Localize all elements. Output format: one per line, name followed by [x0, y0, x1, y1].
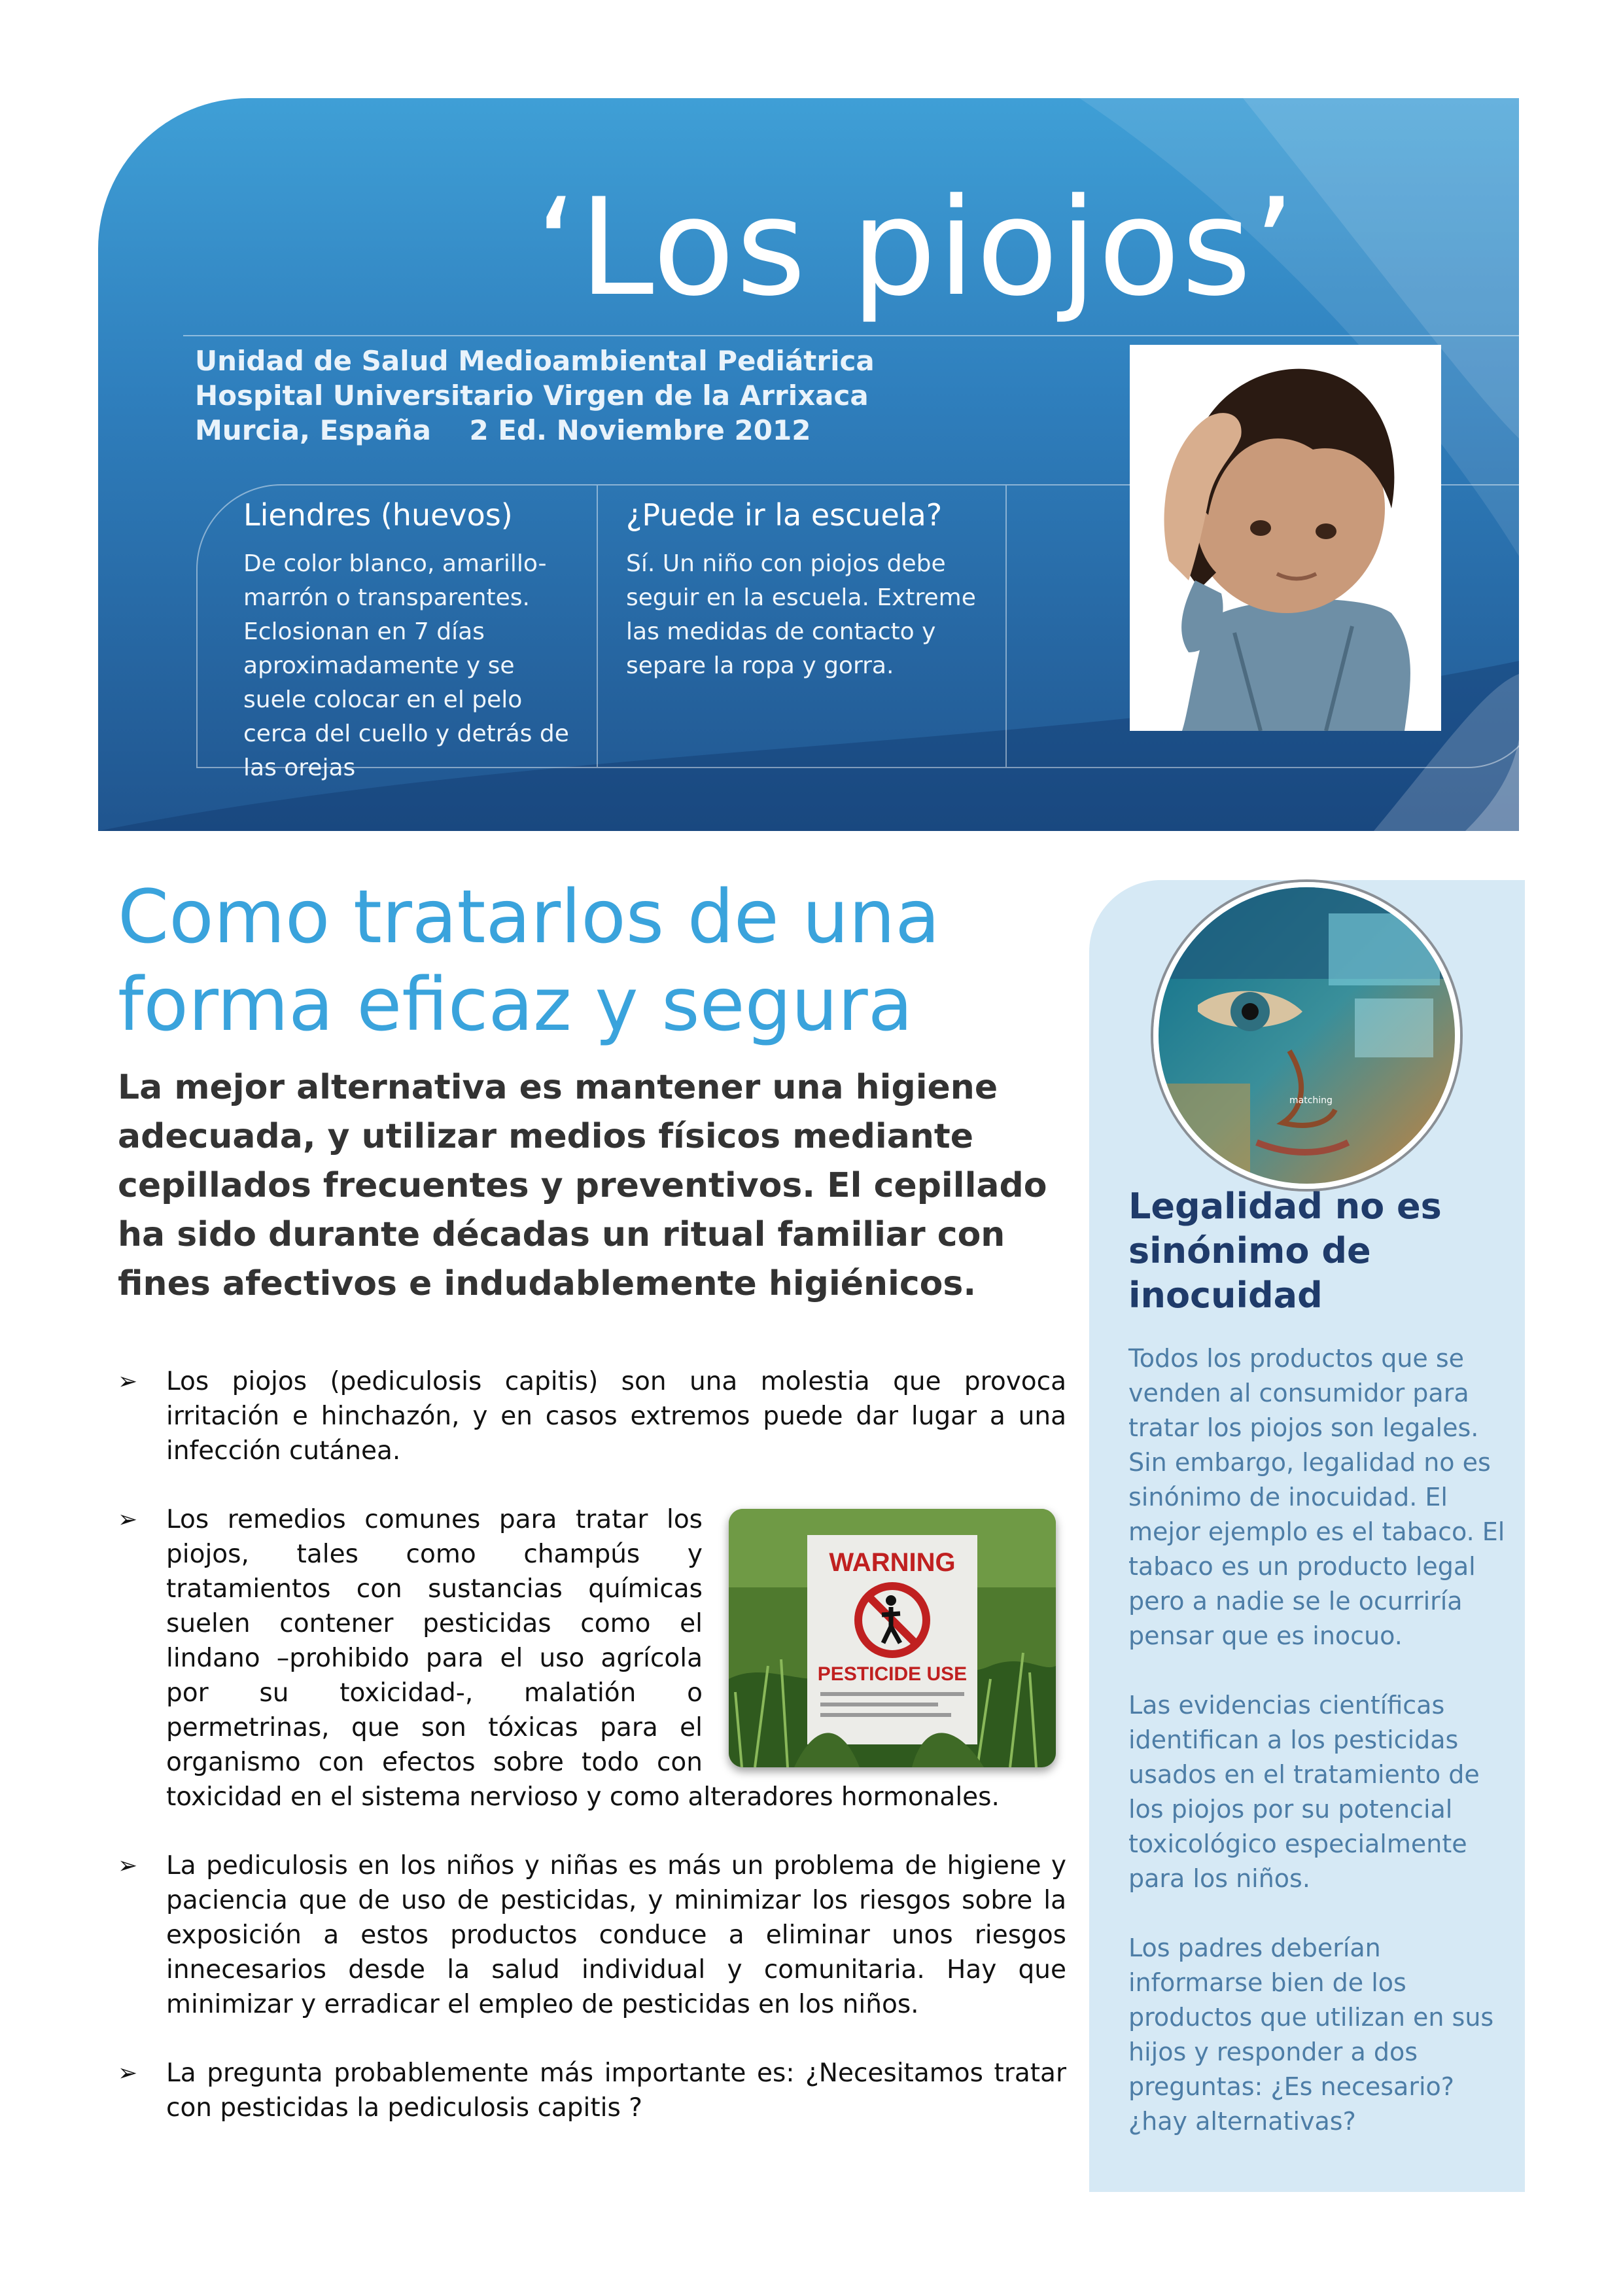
- warning-sign-photo-wrapper: [729, 1502, 1069, 1774]
- bullet-arrow-icon: ➢: [118, 2060, 138, 2087]
- list-item: [118, 1848, 1066, 2022]
- sidebar-text: [1128, 1341, 1508, 2174]
- school-text: Sí. Un niño con piojos debe seguir en la escuela. Extreme las medidas de contacto y separe la ropa y gorra.: [626, 550, 976, 679]
- bullet-list: [118, 1364, 1066, 2159]
- bullet-arrow-icon: ➢: [118, 1852, 138, 1879]
- nits-column: [243, 497, 584, 785]
- warning-sign-subheading: PESTICIDE USE: [817, 1663, 968, 1685]
- digital-face-image: [1153, 882, 1460, 1189]
- bullet-text: Los piojos (pediculosis capitis) son una molestia que provoca irritación e hinchazón, y en casos extremos puede dar lugar a una infección cutánea.: [166, 1367, 1066, 1466]
- section-heading: Como tratarlos de una forma eficaz y segura: [118, 875, 940, 1048]
- list-item: [118, 1364, 1066, 1468]
- banner-corner-decoration: [1465, 739, 1519, 831]
- bullet-text: La pediculosis en los niños y niñas es más un problema de higiene y paciencia que de uso de pesticidas, y minimizar los riesgos sobre la exposición a estos productos conduce a eliminar unos riesgos innecesarios desde la salud individual y comunitaria. Hay que minimizar y erradicar el empleo de pesticidas en los niños.: [166, 1851, 1066, 2019]
- lead-paragraph: La mejor alternativa es mantener una higiene adecuada, y utilizar medios físicos mediante cepillados frecuentes y preventivos. El cepillado ha sido durante décadas un ritual familiar con fines afectivos e indudablemente higiénicos.: [118, 1068, 1047, 1303]
- nits-title: Liendres (huevos): [243, 497, 513, 533]
- sidebar-paragraph: Los padres deberían informarse bien de los productos que utilizan en sus hijos y responder a dos preguntas: ¿Es necesario? ¿hay alternativas?: [1128, 1934, 1494, 2136]
- sidebar-paragraph: Las evidencias científicas identifican a los pesticidas usados en el tratamiento de los piojos por su potencial toxicológico especialmente para los niños.: [1128, 1691, 1480, 1893]
- sidebar-heading: Legalidad no es sinónimo de inocuidad: [1128, 1186, 1442, 1316]
- nits-text: De color blanco, amarillo-marrón o transparentes. Eclosionan en 7 días aproximadamente y se suele colocar en el pelo cerca del cuello y detrás de las orejas: [243, 550, 569, 781]
- list-item: [118, 1502, 1066, 1814]
- org-line-location-edition: Murcia, España 2 Ed. Noviembre 2012: [195, 414, 811, 446]
- bullet-arrow-icon: ➢: [118, 1506, 138, 1533]
- school-title: ¿Puede ir la escuela?: [626, 497, 943, 533]
- bullet-arrow-icon: ➢: [118, 1368, 138, 1395]
- page-title: ‘Los piojos’: [534, 170, 1297, 326]
- info-divider: [1005, 486, 1007, 767]
- school-column: [626, 497, 1005, 683]
- image-caption: matching: [1289, 1095, 1333, 1106]
- org-line-hospital: Hospital Universitario Virgen de la Arrixaca: [195, 380, 869, 412]
- organization-block: [195, 344, 875, 448]
- bullet-text: Los remedios comunes para tratar los piojos, tales como champús y tratamientos con sustancias químicas suelen contener pesticidas como el lindano –prohibido para el uso agrícola por su toxicidad-, malatión o permetrinas, que son tóxicas para el organismo con efectos sobre todo con toxicidad en el sistema nervioso y como alteradores hormonales.: [166, 1505, 1000, 1812]
- title-divider: [183, 335, 1519, 336]
- warning-pesticide-photo: [729, 1509, 1056, 1767]
- bullet-text: La pregunta probablemente más importante es: ¿Necesitamos tratar con pesticidas la pediculosis capitis ?: [166, 2058, 1066, 2123]
- org-line-unit: Unidad de Salud Medioambiental Pediátrica: [195, 345, 875, 377]
- sidebar-paragraph: Todos los productos que se venden al consumidor para tratar los piojos son legales. Sin embargo, legalidad no es sinónimo de inocuidad. El mejor ejemplo es el tabaco. El tabaco es un producto legal pero a nadie se le ocurriría pensar que es inocuo.: [1128, 1344, 1505, 1650]
- warning-sign-heading: WARNING: [829, 1548, 956, 1577]
- info-divider: [597, 486, 598, 767]
- list-item: [118, 2056, 1066, 2125]
- child-scratching-head-photo: [1130, 345, 1441, 731]
